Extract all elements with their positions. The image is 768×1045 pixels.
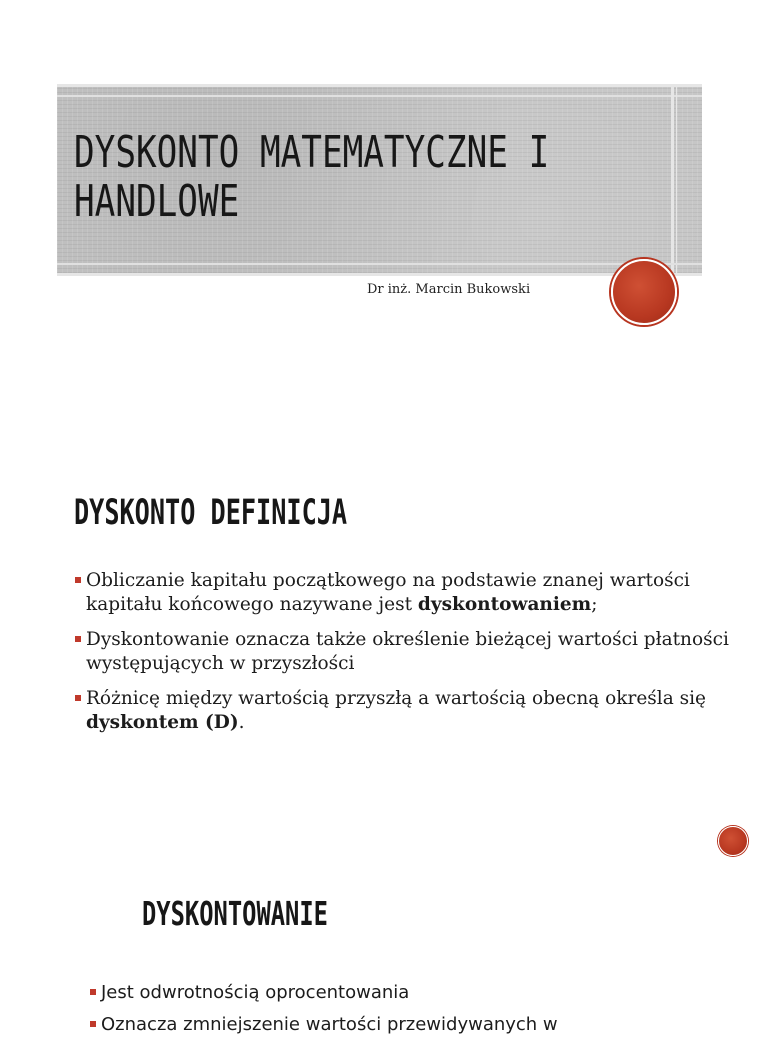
dyskontowanie-bullet (89, 1013, 749, 1037)
banner-stripe-thin (676, 87, 677, 273)
title-slide (0, 0, 768, 400)
bullet-bold-term: dyskontem (D) (86, 712, 239, 733)
author-name: Dr inż. Marcin Bukowski (367, 282, 531, 297)
bullet-text: Oznacza zmniejszenie wartości przewidywanych w (101, 1014, 558, 1035)
definition-bullet (74, 569, 734, 617)
definition-bullet-list (74, 569, 734, 746)
bullet-bold-term: dyskontowaniem (417, 594, 592, 615)
decorative-circle-icon (611, 259, 677, 325)
dyskontowanie-bullet-list (89, 981, 749, 1045)
definition-bullet (74, 628, 734, 676)
presentation-title (74, 127, 550, 227)
definition-slide-title: DYSKONTO DEFINICJA (74, 493, 348, 533)
title-line-2: HANDLOWE (74, 176, 240, 227)
square-bullet-icon (75, 577, 81, 583)
dyskontowanie-slide-title: DYSKONTOWANIE (142, 894, 328, 933)
bullet-text: Jest odwrotnością oprocentowania (101, 982, 410, 1003)
square-bullet-icon (75, 636, 81, 642)
square-bullet-icon (75, 695, 81, 701)
bullet-text-end: ; (591, 594, 598, 615)
title-line-1: DYSKONTO MATEMATYCZNE I (74, 127, 550, 178)
dyskontowanie-bullet (89, 981, 749, 1005)
square-bullet-icon (90, 989, 96, 995)
banner-stripe (671, 87, 674, 273)
definition-bullet (74, 687, 734, 735)
bullet-text: Obliczanie kapitału początkowego na podstawie znanej wartości kapitału końcowego nazywane jest (86, 570, 690, 615)
decorative-circle-small-icon (718, 826, 748, 856)
bullet-text-end: . (238, 712, 245, 733)
square-bullet-icon (90, 1021, 96, 1027)
bullet-text: Różnicę między wartością przyszłą a wartością obecną określa się (86, 688, 706, 709)
bullet-text: Dyskontowanie oznacza także określenie bieżącej wartości płatności występujących w przyszłości (86, 629, 729, 674)
